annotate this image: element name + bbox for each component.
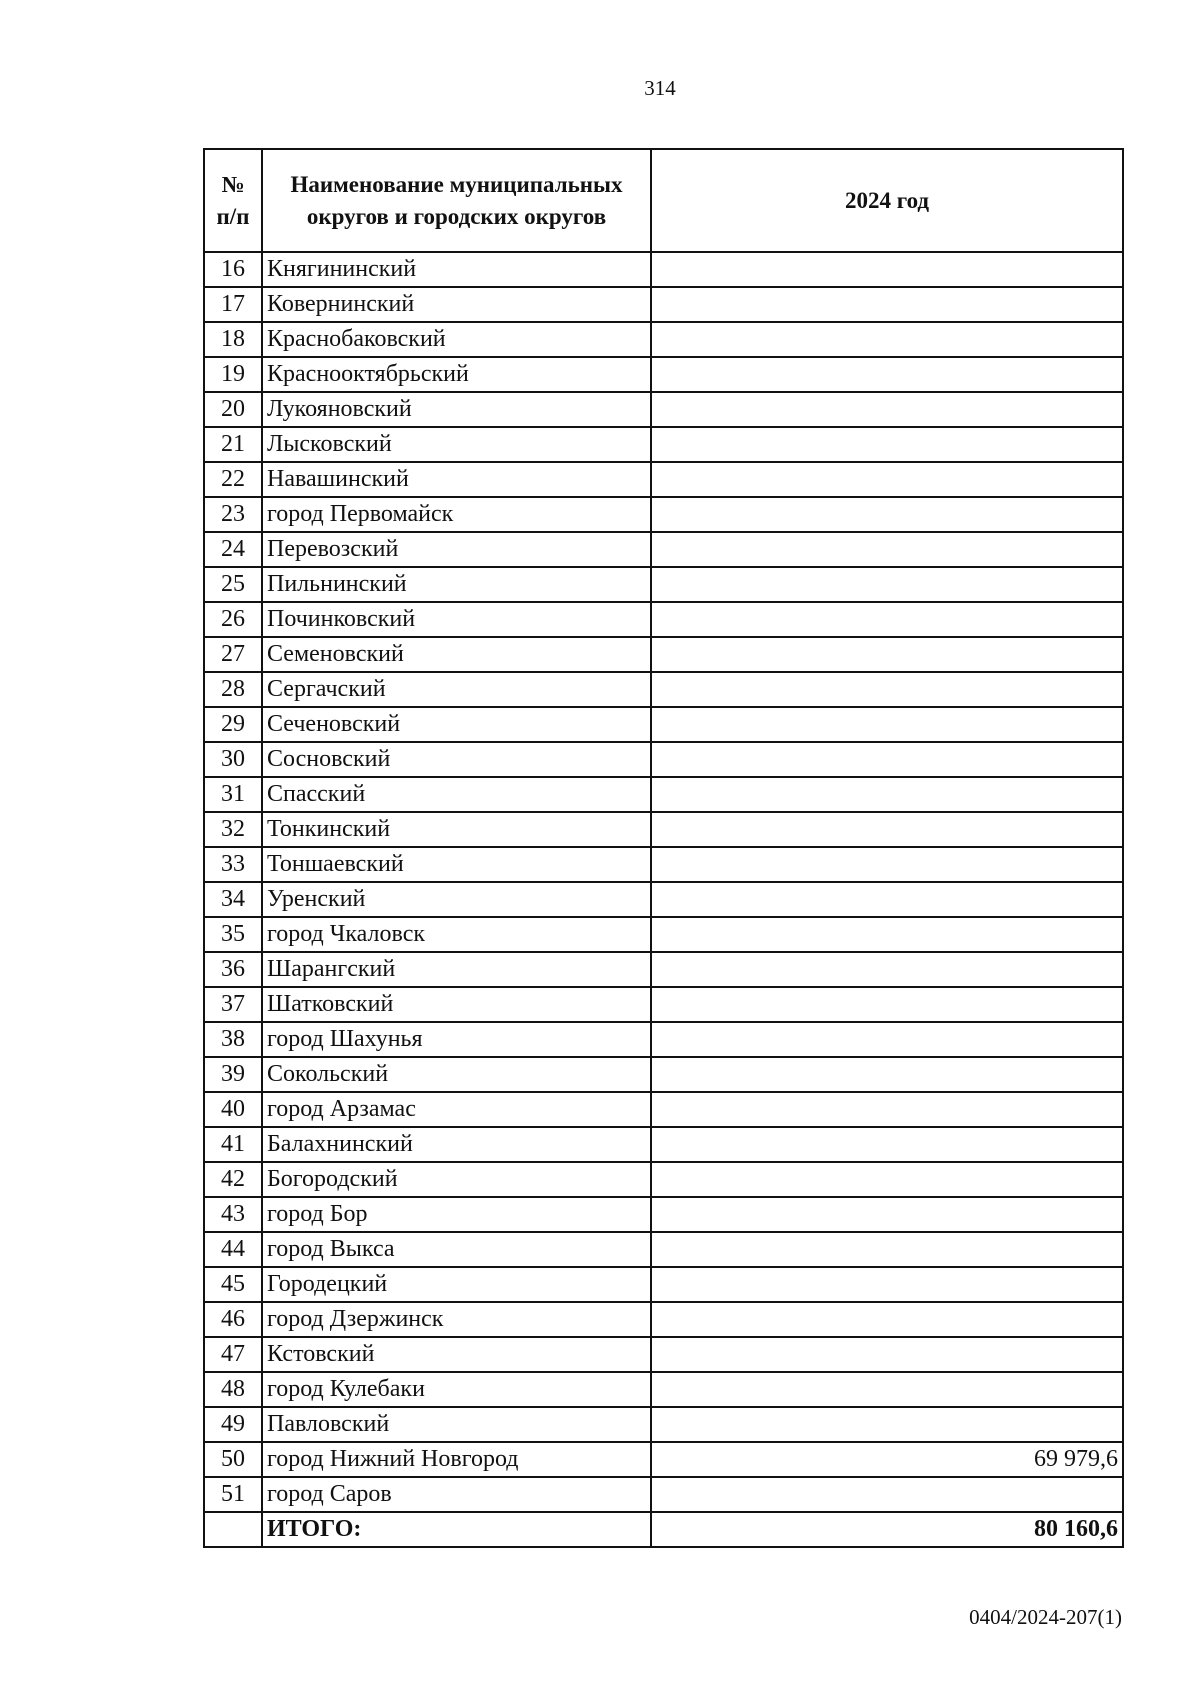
row-value <box>651 1162 1123 1197</box>
row-number: 32 <box>204 812 262 847</box>
row-value <box>651 1302 1123 1337</box>
row-value <box>651 777 1123 812</box>
row-name: Починковский <box>262 602 651 637</box>
row-number: 23 <box>204 497 262 532</box>
row-number: 34 <box>204 882 262 917</box>
header-name: Наименование муниципальных округов и городских округов <box>262 149 651 252</box>
table-row <box>204 847 1123 882</box>
table-row <box>204 1232 1123 1267</box>
row-name: Павловский <box>262 1407 651 1442</box>
table-row <box>204 322 1123 357</box>
row-number: 38 <box>204 1022 262 1057</box>
table-row <box>204 952 1123 987</box>
row-name: Богородский <box>262 1162 651 1197</box>
row-name: Ковернинский <box>262 287 651 322</box>
table-row <box>204 497 1123 532</box>
row-value <box>651 847 1123 882</box>
row-value <box>651 1022 1123 1057</box>
row-number: 18 <box>204 322 262 357</box>
row-name: Лысковский <box>262 427 651 462</box>
row-value <box>651 1232 1123 1267</box>
row-name: Семеновский <box>262 637 651 672</box>
row-value <box>651 1372 1123 1407</box>
table-row <box>204 637 1123 672</box>
row-value <box>651 1477 1123 1512</box>
table-row <box>204 672 1123 707</box>
row-number <box>204 1512 262 1547</box>
row-value <box>651 672 1123 707</box>
row-name: Сосновский <box>262 742 651 777</box>
table-row <box>204 882 1123 917</box>
row-number: 43 <box>204 1197 262 1232</box>
row-number: 26 <box>204 602 262 637</box>
table-row <box>204 1197 1123 1232</box>
row-name: Кстовский <box>262 1337 651 1372</box>
row-name: Тонкинский <box>262 812 651 847</box>
table-row <box>204 917 1123 952</box>
row-value <box>651 287 1123 322</box>
row-name: Балахнинский <box>262 1127 651 1162</box>
row-value <box>651 532 1123 567</box>
row-value <box>651 497 1123 532</box>
page-number: 314 <box>644 76 676 100</box>
table-row <box>204 1407 1123 1442</box>
row-number: 36 <box>204 952 262 987</box>
table-row <box>204 602 1123 637</box>
row-number: 25 <box>204 567 262 602</box>
row-number: 27 <box>204 637 262 672</box>
document-code: 0404/2024-207(1) <box>969 1605 1122 1629</box>
row-name: город Нижний Новгород <box>262 1442 651 1477</box>
row-number: 16 <box>204 252 262 287</box>
row-value <box>651 1092 1123 1127</box>
row-number: 20 <box>204 392 262 427</box>
row-value <box>651 1127 1123 1162</box>
row-value <box>651 1337 1123 1372</box>
row-number: 30 <box>204 742 262 777</box>
table-row <box>204 1092 1123 1127</box>
row-number: 24 <box>204 532 262 567</box>
row-name: Сеченовский <box>262 707 651 742</box>
table-row <box>204 812 1123 847</box>
row-name: Шарангский <box>262 952 651 987</box>
row-value <box>651 322 1123 357</box>
row-number: 29 <box>204 707 262 742</box>
row-name: Спасский <box>262 777 651 812</box>
total-row <box>204 1512 1123 1547</box>
header-year: 2024 год <box>651 149 1123 252</box>
row-value: 80 160,6 <box>651 1512 1123 1547</box>
row-number: 42 <box>204 1162 262 1197</box>
row-value <box>651 427 1123 462</box>
row-value <box>651 462 1123 497</box>
row-value <box>651 637 1123 672</box>
table-row <box>204 1372 1123 1407</box>
table-row <box>204 427 1123 462</box>
row-name: Уренский <box>262 882 651 917</box>
row-number: 17 <box>204 287 262 322</box>
row-number: 50 <box>204 1442 262 1477</box>
table-row <box>204 1022 1123 1057</box>
table-row <box>204 1337 1123 1372</box>
row-name: Шатковский <box>262 987 651 1022</box>
row-value <box>651 392 1123 427</box>
row-number: 44 <box>204 1232 262 1267</box>
row-name: Лукояновский <box>262 392 651 427</box>
row-name: город Бор <box>262 1197 651 1232</box>
table-row <box>204 252 1123 287</box>
row-number: 22 <box>204 462 262 497</box>
row-name: город Чкаловск <box>262 917 651 952</box>
row-name: Сергачский <box>262 672 651 707</box>
table-body <box>204 252 1123 1547</box>
row-value <box>651 602 1123 637</box>
row-name: Навашинский <box>262 462 651 497</box>
table-row <box>204 357 1123 392</box>
row-name: Тоншаевский <box>262 847 651 882</box>
row-value <box>651 567 1123 602</box>
row-name: ИТОГО: <box>262 1512 651 1547</box>
row-number: 46 <box>204 1302 262 1337</box>
row-name: город Саров <box>262 1477 651 1512</box>
row-name: Городецкий <box>262 1267 651 1302</box>
table-row <box>204 1127 1123 1162</box>
header-num: № п/п <box>204 149 262 252</box>
row-number: 37 <box>204 987 262 1022</box>
row-number: 51 <box>204 1477 262 1512</box>
row-value <box>651 1057 1123 1092</box>
row-value <box>651 1407 1123 1442</box>
row-number: 49 <box>204 1407 262 1442</box>
table-row <box>204 987 1123 1022</box>
row-value <box>651 987 1123 1022</box>
row-number: 39 <box>204 1057 262 1092</box>
table-row <box>204 1302 1123 1337</box>
row-value <box>651 917 1123 952</box>
row-value <box>651 952 1123 987</box>
row-value <box>651 812 1123 847</box>
row-name: город Первомайск <box>262 497 651 532</box>
municipal-districts-table <box>203 148 1124 1548</box>
table-row <box>204 1267 1123 1302</box>
table-row <box>204 1442 1123 1477</box>
row-name: Пильнинский <box>262 567 651 602</box>
row-value: 69 979,6 <box>651 1442 1123 1477</box>
table-row <box>204 1162 1123 1197</box>
row-number: 33 <box>204 847 262 882</box>
row-number: 45 <box>204 1267 262 1302</box>
table-row <box>204 777 1123 812</box>
table-row <box>204 742 1123 777</box>
row-name: Сокольский <box>262 1057 651 1092</box>
row-number: 41 <box>204 1127 262 1162</box>
row-name: Княгининский <box>262 252 651 287</box>
table-row <box>204 287 1123 322</box>
row-number: 19 <box>204 357 262 392</box>
row-name: Краснобаковский <box>262 322 651 357</box>
table-row <box>204 462 1123 497</box>
row-value <box>651 252 1123 287</box>
table-row <box>204 707 1123 742</box>
row-number: 31 <box>204 777 262 812</box>
table-row <box>204 1477 1123 1512</box>
table-row <box>204 392 1123 427</box>
table-row <box>204 532 1123 567</box>
row-number: 35 <box>204 917 262 952</box>
row-number: 28 <box>204 672 262 707</box>
row-number: 48 <box>204 1372 262 1407</box>
row-value <box>651 707 1123 742</box>
row-name: город Кулебаки <box>262 1372 651 1407</box>
row-name: Перевозский <box>262 532 651 567</box>
row-name: город Дзержинск <box>262 1302 651 1337</box>
table-row <box>204 567 1123 602</box>
row-number: 40 <box>204 1092 262 1127</box>
row-name: город Арзамас <box>262 1092 651 1127</box>
row-value <box>651 882 1123 917</box>
row-name: Краснооктябрьский <box>262 357 651 392</box>
row-value <box>651 1267 1123 1302</box>
table-row <box>204 1057 1123 1092</box>
table-header-row <box>204 149 1123 252</box>
row-value <box>651 742 1123 777</box>
row-number: 47 <box>204 1337 262 1372</box>
row-value <box>651 1197 1123 1232</box>
row-name: город Выкса <box>262 1232 651 1267</box>
row-value <box>651 357 1123 392</box>
row-name: город Шахунья <box>262 1022 651 1057</box>
row-number: 21 <box>204 427 262 462</box>
